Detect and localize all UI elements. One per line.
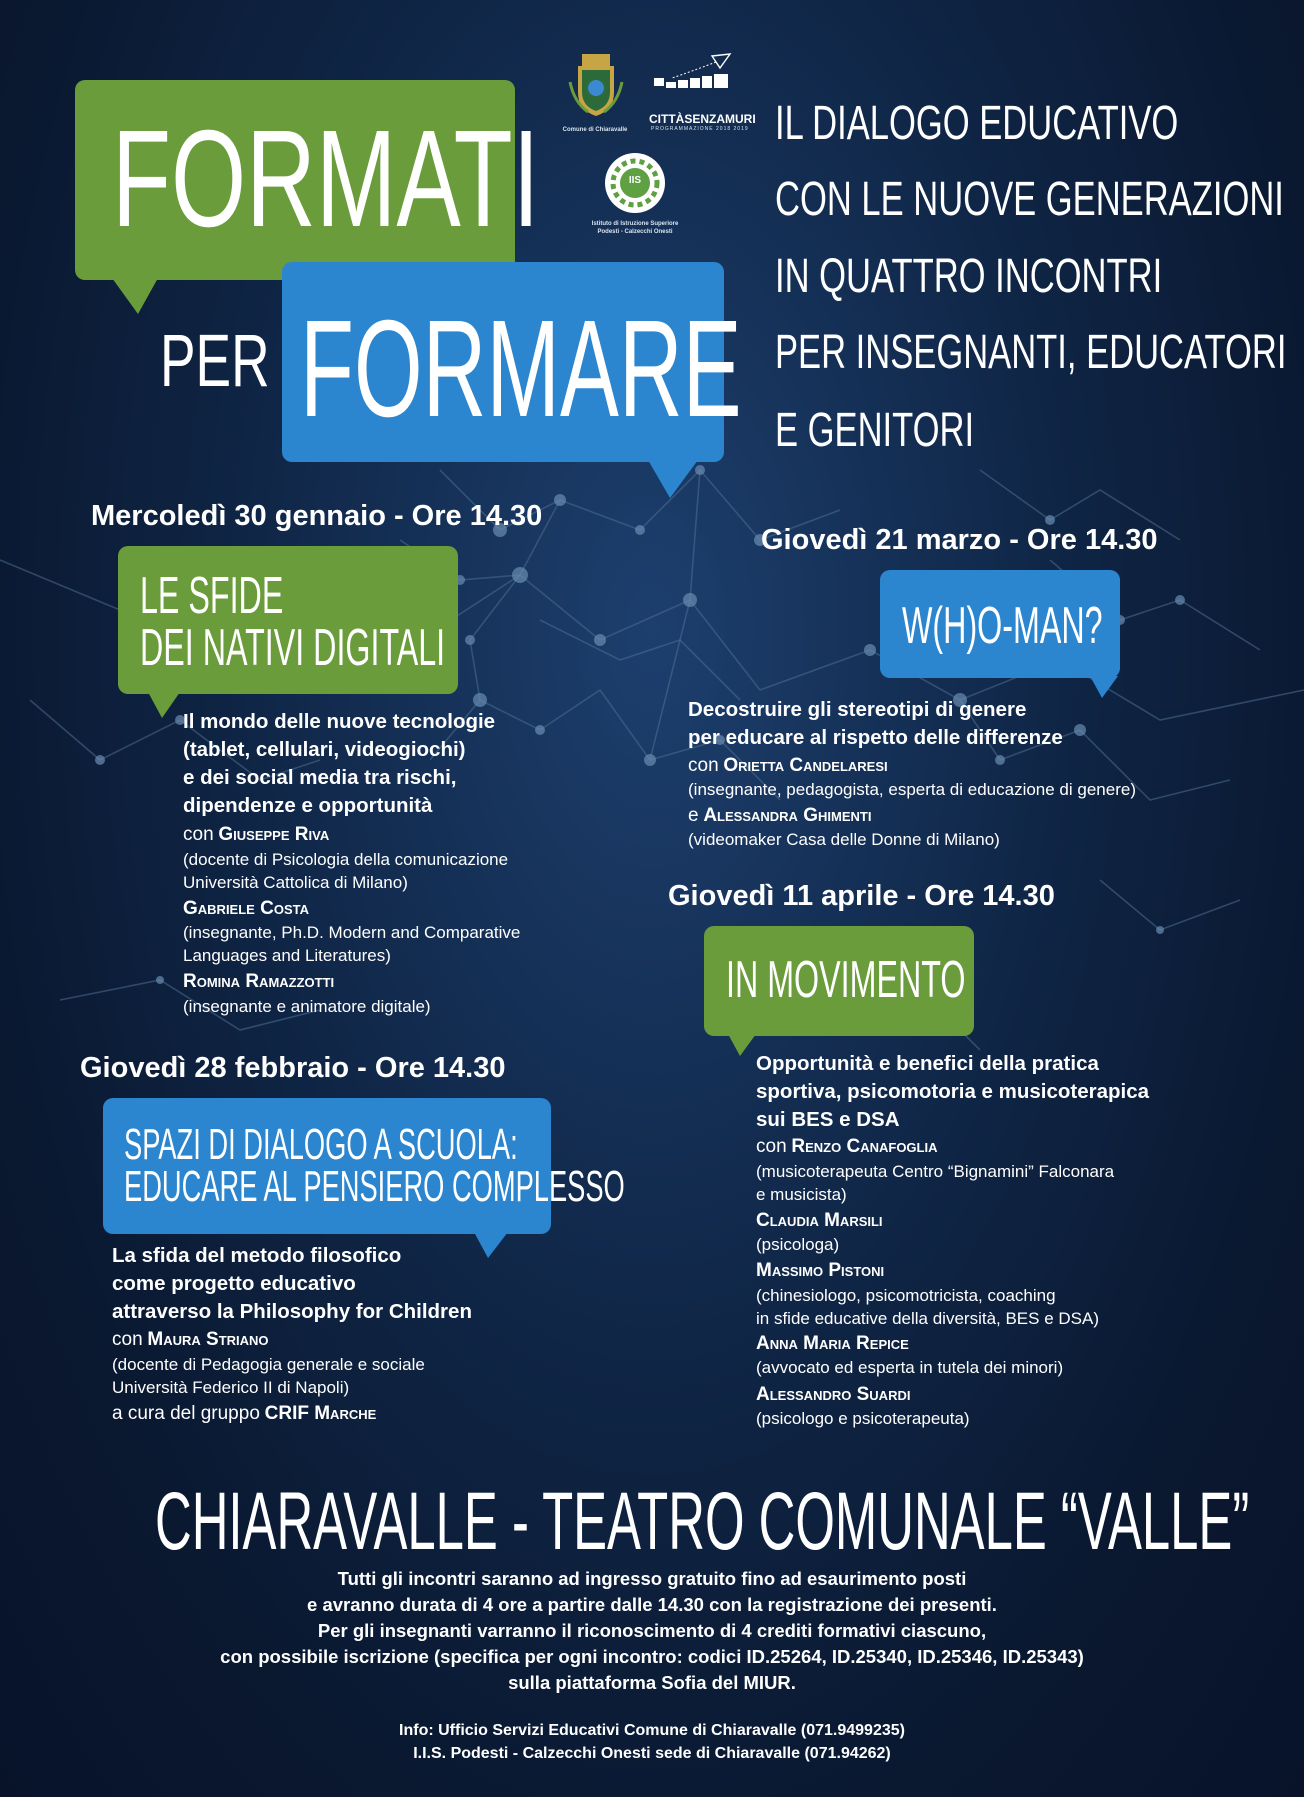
note-line-4: con possibile iscrizione (specifica per ogni incontro: codici ID.25264, ID.25340, ID.25346, ID.25343) xyxy=(220,1646,1084,1667)
event2-title-line2: EDUCARE AL PENSIERO COMPLESSO xyxy=(124,1162,625,1211)
note-line-5: sulla piattaforma Sofia del MIUR. xyxy=(508,1672,796,1693)
event4-title-bubble-tail xyxy=(728,1034,756,1056)
event1-speaker3-role1: (insegnante e animatore digitale) xyxy=(183,997,431,1016)
event1-speaker2 xyxy=(183,897,309,920)
event1-title-bubble-tail xyxy=(148,692,180,718)
event4-speaker4-name: Anna Maria Repice xyxy=(756,1333,909,1354)
crest-icon xyxy=(568,52,624,118)
event3-speaker1-role1: (insegnante, pedagogista, esperta di educazione di genere) xyxy=(688,780,1136,799)
title-bubble-green-tail xyxy=(112,278,158,314)
intro-line-1: IL DIALOGO EDUCATIVO xyxy=(775,97,1179,150)
event3-speaker1 xyxy=(688,754,888,777)
cittasenzamuri-name: CITTÀSENZAMURI xyxy=(649,112,756,126)
note-line-2: e avranno durata di 4 ore a partire dalle 14.30 con la registrazione dei presenti. xyxy=(307,1594,997,1615)
event3-speaker1-name: Orietta Candelaresi xyxy=(723,755,888,776)
event2-curator-name: CRIF Marche xyxy=(264,1403,377,1424)
event1-speaker2-name: Gabriele Costa xyxy=(183,898,309,919)
event3-title-line1: W(H)O-MAN? xyxy=(902,597,1103,655)
event1-speaker2-role1: (insegnante, Ph.D. Modern and Comparative xyxy=(183,923,521,942)
event1-speaker1 xyxy=(183,823,329,846)
event4-speaker1-role1: (musicoterapeuta Centro “Bignamini” Falconara xyxy=(756,1162,1115,1181)
event2-speaker1-role1: (docente di Pedagogia generale e sociale xyxy=(112,1355,425,1374)
iis-caption-2: Podesti - Calzecchi Onesti xyxy=(597,229,673,235)
intro-line-2: CON LE NUOVE GENERAZIONI xyxy=(775,173,1284,226)
title-formare: FORMARE xyxy=(300,292,742,446)
event3-and: e xyxy=(688,805,699,826)
intro-line-5: E GENITORI xyxy=(775,404,975,457)
event4-speaker3-name: Massimo Pistoni xyxy=(756,1260,885,1281)
event3-speaker2 xyxy=(688,804,871,827)
event1-speaker1-name: Giuseppe Riva xyxy=(218,824,330,845)
event4-speaker3 xyxy=(756,1259,884,1282)
event4-speaker4-role1: (avvocato ed esperta in tutela dei minori) xyxy=(756,1358,1064,1377)
event4-speaker4 xyxy=(756,1332,909,1355)
event4-desc-3: sui BES e DSA xyxy=(756,1108,900,1131)
event2-speaker1 xyxy=(112,1328,269,1351)
event3-desc-2: per educare al rispetto delle differenze xyxy=(688,726,1063,749)
venue-title: CHIARAVALLE - TEATRO COMUNALE “VALLE” xyxy=(155,1476,1250,1567)
event1-date: Mercoledì 30 gennaio - Ore 14.30 xyxy=(91,500,543,532)
event4-title-line1: IN MOVIMENTO xyxy=(726,951,966,1009)
event4-desc-1: Opportunità e benefici della pratica xyxy=(756,1052,1099,1075)
event1-desc-4: dipendenze e opportunità xyxy=(183,794,433,817)
event1-desc-2: (tablet, cellulari, videogiochi) xyxy=(183,738,466,761)
event3-speaker2-role1: (videomaker Casa delle Donne di Milano) xyxy=(688,830,1000,849)
iis-badge: IIS xyxy=(628,175,642,186)
event2-title-line1: SPAZI DI DIALOGO A SCUOLA: xyxy=(124,1120,518,1169)
event1-speaker1-role1: (docente di Psicologia della comunicazione xyxy=(183,850,509,869)
event4-speaker1-name: Renzo Canafoglia xyxy=(791,1136,938,1157)
event4-date: Giovedì 11 aprile - Ore 14.30 xyxy=(668,880,1055,912)
event1-speaker3 xyxy=(183,970,334,993)
event2-title-bubble-tail xyxy=(474,1232,508,1258)
event3-desc-1: Decostruire gli stereotipi di genere xyxy=(688,698,1027,721)
comune-crest-logo xyxy=(568,52,624,118)
event3-con: con xyxy=(688,755,719,776)
event1-desc-3: e dei social media tra rischi, xyxy=(183,766,457,789)
event2-desc-3: attraverso la Philosophy for Children xyxy=(112,1300,472,1323)
event4-speaker3-role1: (chinesiologo, psicomotricista, coaching xyxy=(756,1286,1056,1305)
note-line-1: Tutti gli incontri saranno ad ingresso gratuito fino ad esaurimento posti xyxy=(337,1568,967,1589)
event1-title-line2: DEI NATIVI DIGITALI xyxy=(140,619,446,677)
event4-speaker1 xyxy=(756,1135,937,1158)
event4-speaker2 xyxy=(756,1209,883,1232)
info-line-1: Info: Ufficio Servizi Educativi Comune di Chiaravalle (071.9499235) xyxy=(399,1722,905,1739)
event4-speaker5 xyxy=(756,1383,910,1406)
event1-speaker1-role2: Università Cattolica di Milano) xyxy=(183,873,408,892)
info-line-2: I.I.S. Podesti - Calzecchi Onesti sede di Chiaravalle (071.94262) xyxy=(413,1745,891,1762)
event2-desc-2: come progetto educativo xyxy=(112,1272,356,1295)
event2-speaker1-name: Maura Striano xyxy=(147,1329,269,1350)
event4-speaker2-name: Claudia Marsili xyxy=(756,1210,883,1231)
event1-title-line1: LE SFIDE xyxy=(140,567,284,625)
event2-curator xyxy=(112,1402,376,1425)
intro-line-3: IN QUATTRO INCONTRI xyxy=(775,250,1163,303)
event4-speaker3-role2: in sfide educative della diversità, BES e DSA) xyxy=(756,1309,1100,1328)
note-line-3: Per gli insegnanti varranno il riconoscimento di 4 crediti formativi ciascuno, xyxy=(317,1620,987,1641)
paper-plane-wall-icon xyxy=(650,52,734,112)
event4-con: con xyxy=(756,1136,787,1157)
event3-date: Giovedì 21 marzo - Ore 14.30 xyxy=(761,524,1158,556)
event2-date: Giovedì 28 febbraio - Ore 14.30 xyxy=(80,1052,506,1084)
event1-speaker2-role2: Languages and Literatures) xyxy=(183,946,391,965)
comune-caption: Comune di Chiaravalle xyxy=(562,127,628,133)
event1-con: con xyxy=(183,824,214,845)
iis-caption-1: Istituto di Istruzione Superiore xyxy=(591,221,679,227)
event3-title-bubble-tail xyxy=(1090,676,1118,698)
event2-desc-1: La sfida del metodo filosofico xyxy=(112,1244,402,1267)
event4-speaker5-role1: (psicologo e psicoterapeuta) xyxy=(756,1409,970,1428)
title-per: PER xyxy=(160,319,270,402)
cittasenzamuri-sub: PROGRAMMAZIONE 2018 2019 xyxy=(651,126,749,132)
intro-line-4: PER INSEGNANTI, EDUCATORI xyxy=(775,326,1287,379)
event2-con: con xyxy=(112,1329,143,1350)
event4-speaker2-role1: (psicologa) xyxy=(756,1235,840,1254)
event2-curator-prefix: a cura del gruppo xyxy=(112,1403,260,1424)
event4-speaker5-name: Alessandro Suardi xyxy=(756,1384,911,1405)
event2-speaker1-role2: Università Federico II di Napoli) xyxy=(112,1378,350,1397)
event1-desc-1: Il mondo delle nuove tecnologie xyxy=(183,710,496,733)
title-formati: FORMATI xyxy=(112,102,540,256)
event3-speaker2-name: Alessandra Ghimenti xyxy=(703,805,872,826)
title-bubble-blue-tail xyxy=(648,460,698,498)
event4-speaker1-role2: e musicista) xyxy=(756,1185,847,1204)
event4-desc-2: sportiva, psicomotoria e musicoterapica xyxy=(756,1080,1150,1103)
event1-speaker3-name: Romina Ramazzotti xyxy=(183,971,335,992)
cittasenzamuri-logo xyxy=(650,52,734,112)
